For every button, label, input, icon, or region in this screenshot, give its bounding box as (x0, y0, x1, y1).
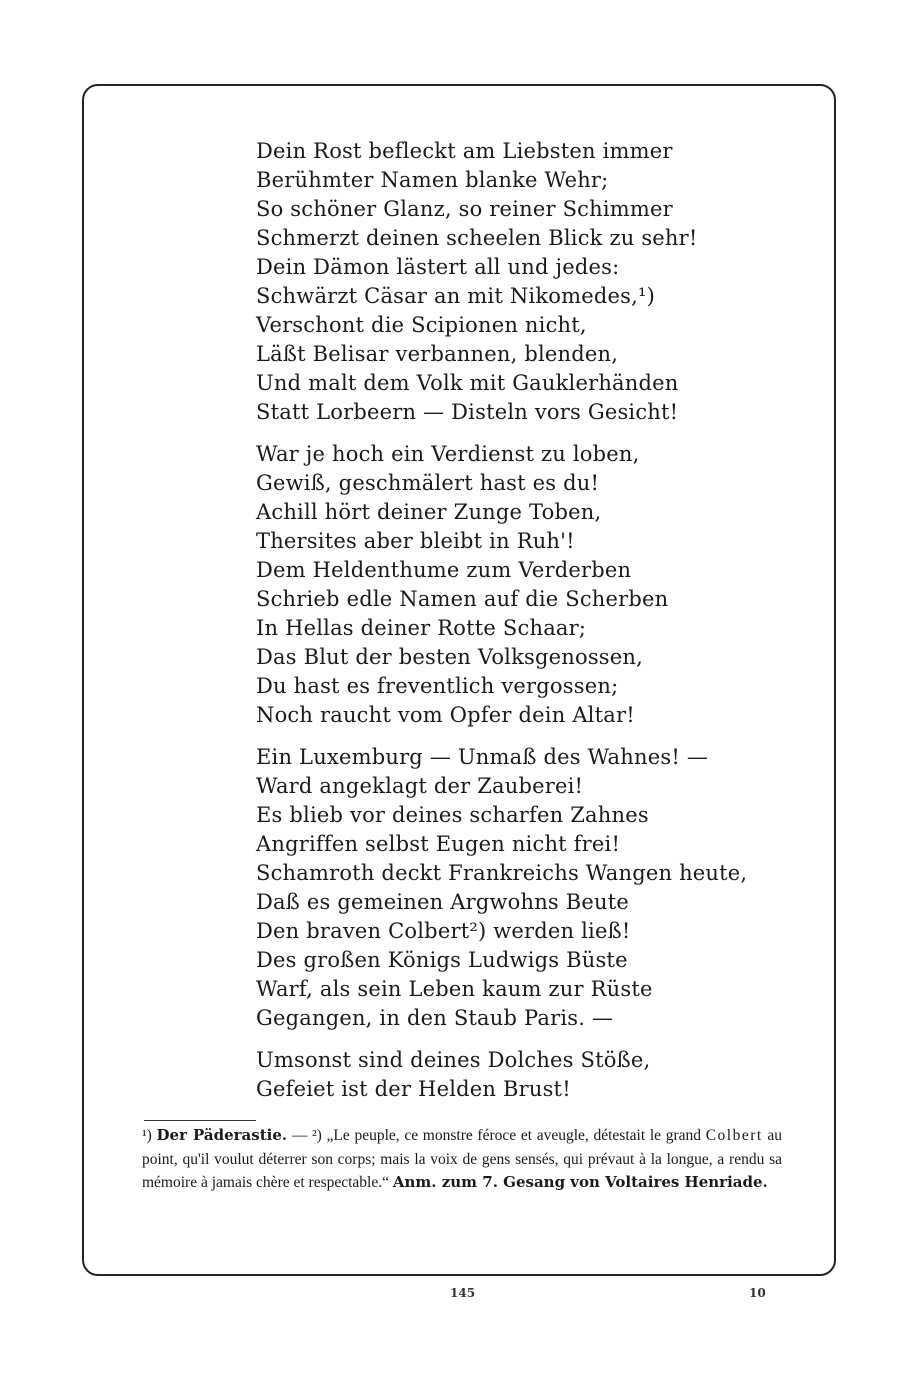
poem-line: Gegangen, in den Staub Paris. — (256, 1006, 614, 1030)
poem-line: Gefeiet ist der Helden Brust! (256, 1077, 571, 1101)
footnote-2-text-a: „Le peuple, ce monstre féroce et aveugle, détestait le grand (326, 1127, 701, 1144)
signature-mark: 10 (749, 1286, 766, 1300)
footnote-2-source: Anm. zum 7. Gesang von Voltaires Henriade. (392, 1173, 768, 1191)
poem-line: Warf, als sein Leben kaum zur Rüste (256, 977, 653, 1001)
poem-line: Berühmter Namen blanke Wehr; (256, 168, 609, 192)
poem-line: Des großen Königs Ludwigs Büste (256, 948, 628, 972)
poem-line: Schamroth deckt Frankreichs Wangen heute, (256, 861, 748, 885)
poem-line: Statt Lorbeern — Disteln vors Gesicht! (256, 400, 679, 424)
page-number: 145 (450, 1286, 476, 1300)
poem-line: Ein Luxemburg — Unmaß des Wahnes! — (256, 745, 709, 769)
poem-line: Achill hört deiner Zunge Toben, (256, 500, 602, 524)
poem-line: Thersites aber bleibt in Ruh'! (256, 529, 575, 553)
poem-line: Umsonst sind deines Dolches Stöße, (256, 1048, 651, 1072)
footnote-2-text-b: au point, qu'il voulut déterrer son corps; mais la voix de gens sensés, qui prévaut à la longue, a rendu sa mémoire à jamais chère et respectable.“ (142, 1127, 783, 1191)
poem-line: Es blieb vor deines scharfen Zahnes (256, 803, 649, 827)
poem-line: Schmerzt deinen scheelen Blick zu sehr! (256, 226, 698, 250)
poem-line: Schwärzt Cäsar an mit Nikomedes,¹) (256, 284, 655, 308)
poem-line: War je hoch ein Verdienst zu loben, (256, 442, 640, 466)
footnote-2-marker: ²) (312, 1127, 322, 1144)
poem-line: In Hellas deiner Rotte Schaar; (256, 616, 587, 640)
poem-line: Dein Rost befleckt am Liebsten immer (256, 139, 673, 163)
poem-line: Verschont die Scipionen nicht, (256, 313, 587, 337)
poem-line: Schrieb edle Namen auf die Scherben (256, 587, 669, 611)
footnote-1-marker: ¹) (142, 1127, 152, 1144)
poem-line: Dem Heldenthume zum Verderben (256, 558, 632, 582)
poem-line: Daß es gemeinen Argwohns Beute (256, 890, 630, 914)
footnotes (142, 1124, 782, 1195)
stanza-2 (256, 440, 796, 730)
footnote-1-text: Der Päderastie. (156, 1126, 288, 1144)
poem-line: Und malt dem Volk mit Gauklerhänden (256, 371, 679, 395)
poem-line: So schöner Glanz, so reiner Schimmer (256, 197, 673, 221)
poem-line: Ward angeklagt der Zauberei! (256, 774, 584, 798)
poem-line: Du hast es freventlich vergossen; (256, 674, 619, 698)
footnote-divider (144, 1120, 256, 1121)
poem-line: Den braven Colbert²) werden ließ! (256, 919, 631, 943)
stanza-3 (256, 743, 796, 1033)
stanza-1 (256, 137, 796, 427)
stanza-4 (256, 1046, 796, 1104)
footnote-dash: — (291, 1127, 308, 1144)
poem-line: Gewiß, geschmälert hast es du! (256, 471, 600, 495)
poem-line: Dein Dämon lästert all und jedes: (256, 255, 620, 279)
poem-line: Das Blut der besten Volksgenossen, (256, 645, 644, 669)
poem (256, 137, 796, 1117)
poem-line: Noch raucht vom Opfer dein Altar! (256, 703, 635, 727)
footnote-2-name: Colbert (705, 1127, 763, 1144)
poem-line: Läßt Belisar verbannen, blenden, (256, 342, 619, 366)
poem-line: Angriffen selbst Eugen nicht frei! (256, 832, 621, 856)
